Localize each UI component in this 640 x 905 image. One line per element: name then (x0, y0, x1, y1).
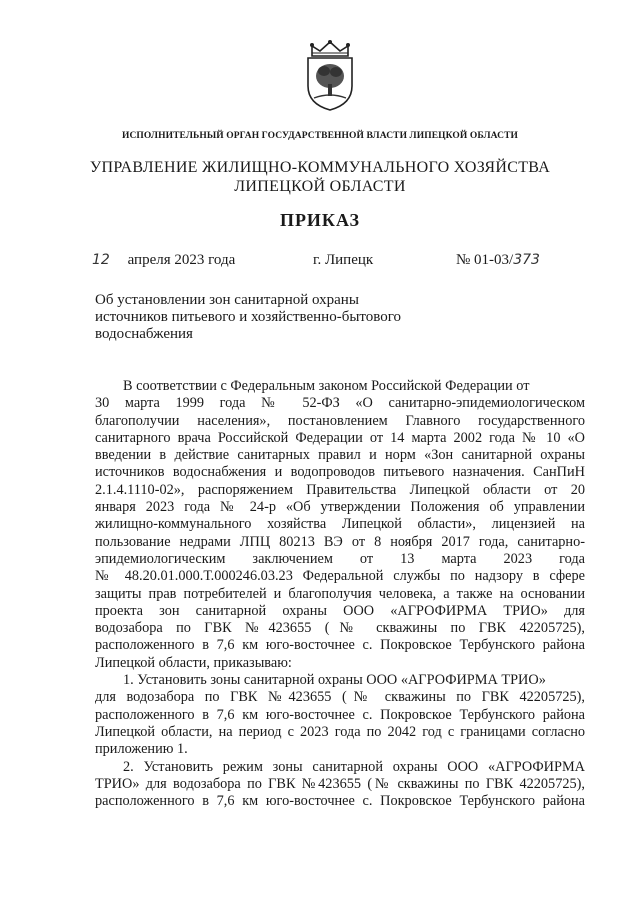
number-prefix: № 01-03/ (456, 252, 514, 268)
coat-of-arms-emblem (300, 40, 360, 112)
document-city: г. Липецк (313, 252, 374, 268)
organization-name: ИСПОЛНИТЕЛЬНЫЙ ОРГАН ГОСУДАРСТВЕННОЙ ВЛАСТИ ЛИПЕЦКОЙ ОБЛАСТИ (121, 131, 519, 141)
body-line: водозабора по ГВК №423655 (№ скважины по ГВК 42205725), (95, 620, 585, 637)
document-title: ПРИКАЗ (279, 210, 361, 230)
document-date (92, 252, 235, 269)
body-line: жилищно-коммунального хозяйства Липецкой области», лицензией на (95, 516, 585, 533)
body-line: защиты прав потребителей и благополучия человека, а также на основании (95, 585, 585, 602)
body-line: 2. Установить режим зоны санитарной охраны ООО «АГРОФИРМА (123, 758, 585, 775)
body-line: января 2023 года № 24-р «Об утверждении Положения об управлении (95, 499, 585, 516)
body-line: санитарного врача Российской Федерации от 14 марта 2002 года № 10 «О (95, 429, 585, 446)
department-name-line1: УПРАВЛЕНИЕ ЖИЛИЩНО-КОММУНАЛЬНОГО ХОЗЯЙСТВА (89, 159, 551, 176)
body-line: эпидемиологическим заключением от 13 марта 2023 года (95, 550, 585, 567)
body-line: пользование недрами ЛПЦ 80213 ВЭ от 8 ноября 2017 года, санитарно- (95, 533, 585, 550)
body-line: благополучии населения», постановлением Главного государственного (95, 412, 585, 429)
body-line: расположенного в 7,6 км юго-восточнее с. Покровское Тербунского района (95, 793, 585, 810)
document-subject (95, 292, 401, 343)
body-line: введении в действие санитарных правил и норм «Зон санитарной охраны (95, 447, 585, 464)
subject-line: источников питьевого и хозяйственно-бытового (95, 309, 402, 325)
body-line: расположенного в 7,6 км юго-восточнее с. Покровское Тербунского района (95, 706, 585, 723)
subject-line: водоснабжения (95, 326, 193, 342)
body-line: для водозабора по ГВК №423655 (№ скважины по ГВК 42205725), (95, 689, 585, 706)
body-line: расположенного в 7,6 км юго-восточнее с. Покровское Тербунского района (95, 637, 585, 654)
date-text: апреля 2023 года (127, 252, 236, 268)
body-line: 1. Установить зоны санитарной охраны ООО «АГРОФИРМА ТРИО» (123, 672, 546, 689)
body-line: № 48.20.01.000.Т.000246.03.23 Федеральной службы по надзору в сфере (95, 568, 585, 585)
handwritten-number: 373 (513, 252, 540, 268)
body-line: Липецкой области, на период с 2023 года по 2042 год с границами согласно (95, 723, 585, 740)
document-body (95, 378, 585, 810)
body-line: приложению 1. (95, 741, 188, 758)
body-line: В соответствии с Федеральным законом Российской Федерации от (123, 378, 530, 394)
body-line: 30 марта 1999 года № 52-ФЗ «О санитарно-эпидемиологическом (95, 395, 585, 412)
body-line: ТРИО» для водозабора по ГВК №423655 (№ скважины по ГВК 42205725), (95, 775, 585, 792)
subject-line: Об установлении зон санитарной охраны (95, 292, 359, 308)
body-line: 2.1.4.1110-02», распоряжением Правительства Липецкой области от 20 (95, 481, 585, 498)
document-number (456, 252, 540, 269)
handwritten-day: 12 (92, 252, 110, 268)
body-line: проекта зон санитарной охраны ООО «АГРОФИРМА ТРИО» для (95, 602, 585, 619)
department-name-line2: ЛИПЕЦКОЙ ОБЛАСТИ (234, 178, 406, 195)
body-line: источников водоснабжения и водопроводов питьевого назначения. СанПиН (95, 464, 585, 481)
body-line: Липецкой области, приказываю: (95, 654, 292, 671)
